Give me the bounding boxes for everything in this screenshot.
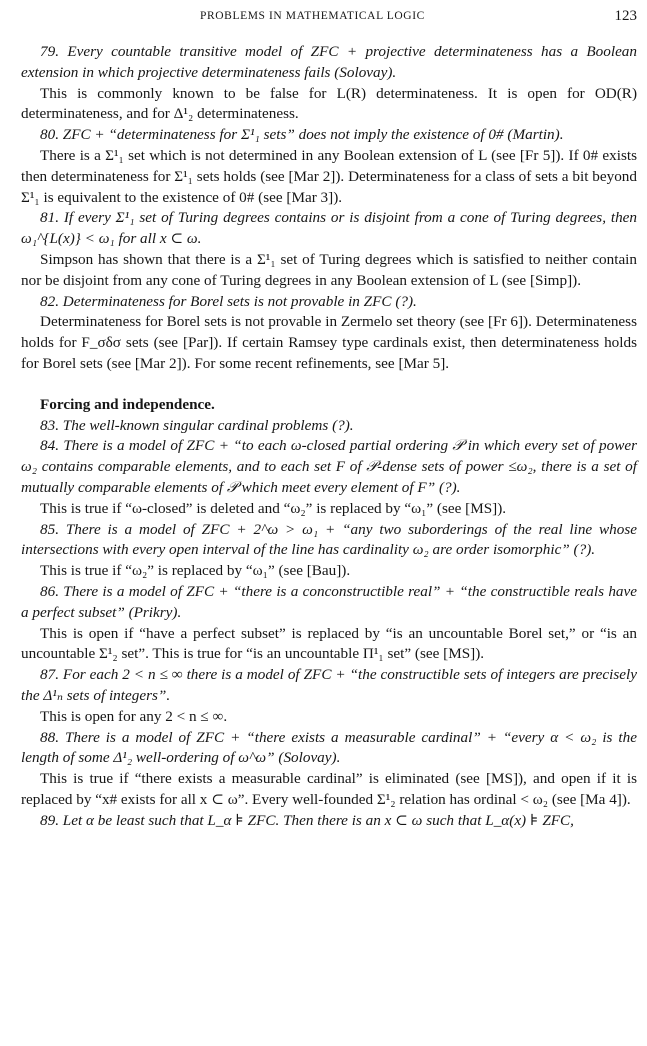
remark-87: This is open for any 2 < n ≤ ∞.: [40, 707, 228, 725]
remark-79: This is commonly known to be false for L(R) determinateness. It is open for OD(R) determinateness, and for Δ¹₂ determinateness.: [21, 84, 637, 123]
problem-89: 89. Let α be least such that L_α ⊧ ZFC. Then there is an x ⊂ ω such that L_α(x) ⊧ ZFC,: [40, 811, 574, 829]
running-head: PROBLEMS IN MATHEMATICAL LOGIC: [200, 10, 425, 22]
remark-80: There is a Σ¹₁ set which is not determined in any Boolean extension of L (see [Fr 5]). If 0# exists then determinateness for Σ¹₁ sets holds (see [Mar 2]). Determinateness for a class of sets a bit beyond Σ¹₁ is equivalent to the existence of 0# (see [Mar 3]).: [21, 146, 637, 206]
problem-79: 79. Every countable transitive model of ZFC + projective determinateness has a Boolean extension in which projective determinateness fails (Solovay).: [21, 43, 637, 81]
page-body: [21, 42, 637, 831]
remark-86: This is open if “have a perfect subset” is replaced by “is an uncountable Borel set,” or “is an uncountable Σ¹₂ set”. This is true for “is an uncountable Π¹₁ set” (see [MS]).: [21, 624, 637, 663]
page-number: 123: [614, 8, 637, 24]
problem-82: 82. Determinateness for Borel sets is not provable in ZFC (?).: [40, 292, 417, 310]
problem-86: 86. There is a model of ZFC + “there is a conconstructible real” + “the constructible reals have a perfect subset” (Prikry).: [21, 582, 637, 621]
remark-82: Determinateness for Borel sets is not provable in Zermelo set theory (see [Fr 6]). Determinateness holds for F_σδσ sets (see [Par]). If certain Ramsey type cardinals exist, then determinateness holds for Borel sets (see [Mar 2]). For some recent refinements, see [Mar 5].: [21, 313, 637, 372]
problem-83: 83. The well-known singular cardinal problems (?).: [40, 416, 354, 434]
remark-84: This is true if “ω-closed” is deleted and “ω₂” is replaced by “ω₁” (see [MS]).: [40, 499, 507, 517]
section-heading: Forcing and independence.: [40, 395, 215, 413]
problem-87: 87. For each 2 < n ≤ ∞ there is a model of ZFC + “the constructible sets of integers are precisely the Δ¹ₙ sets of integers”.: [21, 666, 637, 704]
remark-81: Simpson has shown that there is a Σ¹₁ set of Turing degrees which is satisfied to neither contain nor be disjoint from any cone of Turing degrees in any Boolean extension of L (see [Simp]).: [21, 250, 637, 289]
remark-85: This is true if “ω₂” is replaced by “ω₁” (see [Bau]).: [40, 562, 351, 580]
problem-80: 80. ZFC + “determinateness for Σ¹₁ sets” does not imply the existence of 0# (Martin).: [40, 126, 564, 144]
page-header: [0, 8, 647, 30]
problem-88: 88. There is a model of ZFC + “there exists a measurable cardinal” + “every α < ω₂ is the length of some Δ¹₂ well-ordering of ω^ω” (Solovay).: [21, 728, 637, 767]
remark-88: This is true if “there exists a measurable cardinal” is eliminated (see [MS]), and open if it is replaced by “x# exists for all x ⊂ ω”. Every well-founded Σ¹₂ relation has ordinal < ω₂ (see [Ma 4]).: [21, 770, 637, 808]
problem-85: 85. There is a model of ZFC + 2^ω > ω₁ + “any two suborderings of the real line whose intersections with every open interval of the line has cardinality ω₂ are order isomorphic” (?).: [21, 520, 637, 559]
problem-84: 84. There is a model of ZFC + “to each ω-closed partial ordering 𝒫 in which every set of power ω₂ contains comparable elements, and to each set F of 𝒫-dense sets of power ≤ω₂, there is a set of mutually comparable elements of 𝒫 which meet every element of F” (?).: [21, 437, 637, 496]
problem-81: 81. If every Σ¹₁ set of Turing degrees contains or is disjoint from a cone of Turing degrees, then ω₁^{L(x)} < ω₁ for all x ⊂ ω.: [21, 209, 637, 248]
